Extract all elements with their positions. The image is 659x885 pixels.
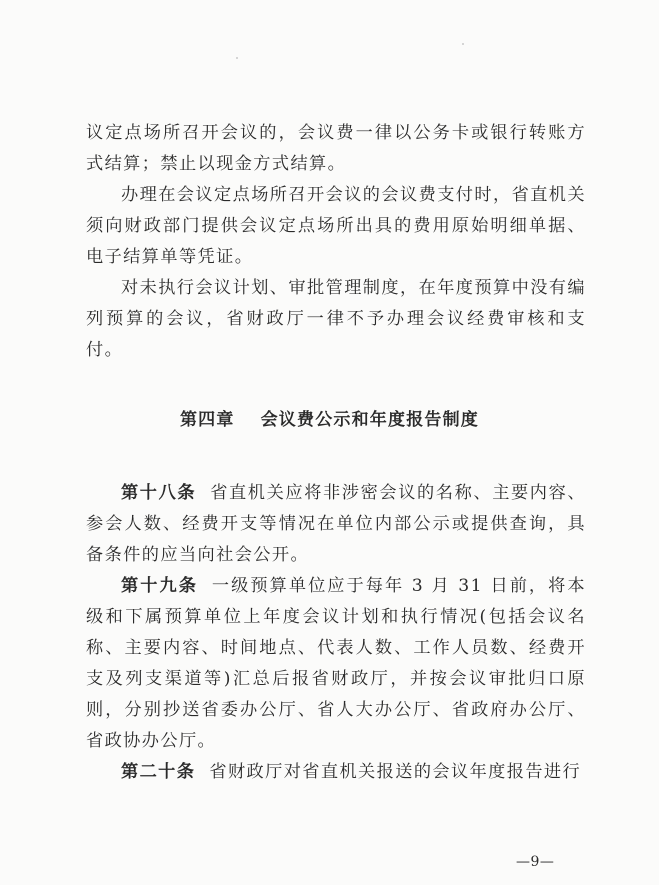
scan-speck — [236, 57, 238, 59]
paragraph-unexecuted-plan: 对未执行会议计划、审批管理制度，在年度预算中没有编列预算的会议，省财政厅一律不予办理会议经费审核和支付。 — [86, 278, 586, 360]
page-number: —9— — [516, 854, 555, 870]
body-text — [86, 118, 586, 366]
article-20 — [86, 757, 586, 788]
scan-speck — [462, 43, 464, 45]
chapter-title: 会议费公示和年度报告制度 — [260, 410, 479, 430]
article-19 — [86, 571, 586, 757]
article-label: 第十九条 — [121, 576, 198, 596]
paragraph-continuation: 议定点场所召开会议的，会议费一律以公务卡或银行转账方式结算；禁止以现金方式结算。 — [86, 123, 586, 174]
articles-section — [86, 478, 586, 788]
article-label: 第二十条 — [121, 762, 196, 782]
chapter-heading — [0, 405, 659, 430]
paragraph-payment: 办理在会议定点场所召开会议的会议费支付时，省直机关须向财政部门提供会议定点场所出具的费用原始明细单据、电子结算单等凭证。 — [86, 185, 586, 267]
article-text: 一级预算单位应于每年 3 月 31 日前，将本级和下属预算单位上年度会议计划和执行情况(包括会议名称、主要内容、时间地点、代表人数、工作人员数、经费开支及列支渠道等)汇总后报省财政厅，并按会议审批归口原则，分别抄送省委办公厅、省人大办公厅、省政府办公厅、省政协办公厅。 — [86, 576, 586, 751]
chapter-number: 第四章 — [179, 410, 235, 430]
article-18 — [86, 478, 586, 571]
article-label: 第十八条 — [121, 483, 197, 503]
article-text: 省财政厅对省直机关报送的会议年度报告进行 — [209, 762, 582, 782]
article-text: 省直机关应将非涉密会议的名称、主要内容、参会人数、经费开支等情况在单位内部公示或提供查询，具备条件的应当向社会公开。 — [86, 483, 586, 565]
